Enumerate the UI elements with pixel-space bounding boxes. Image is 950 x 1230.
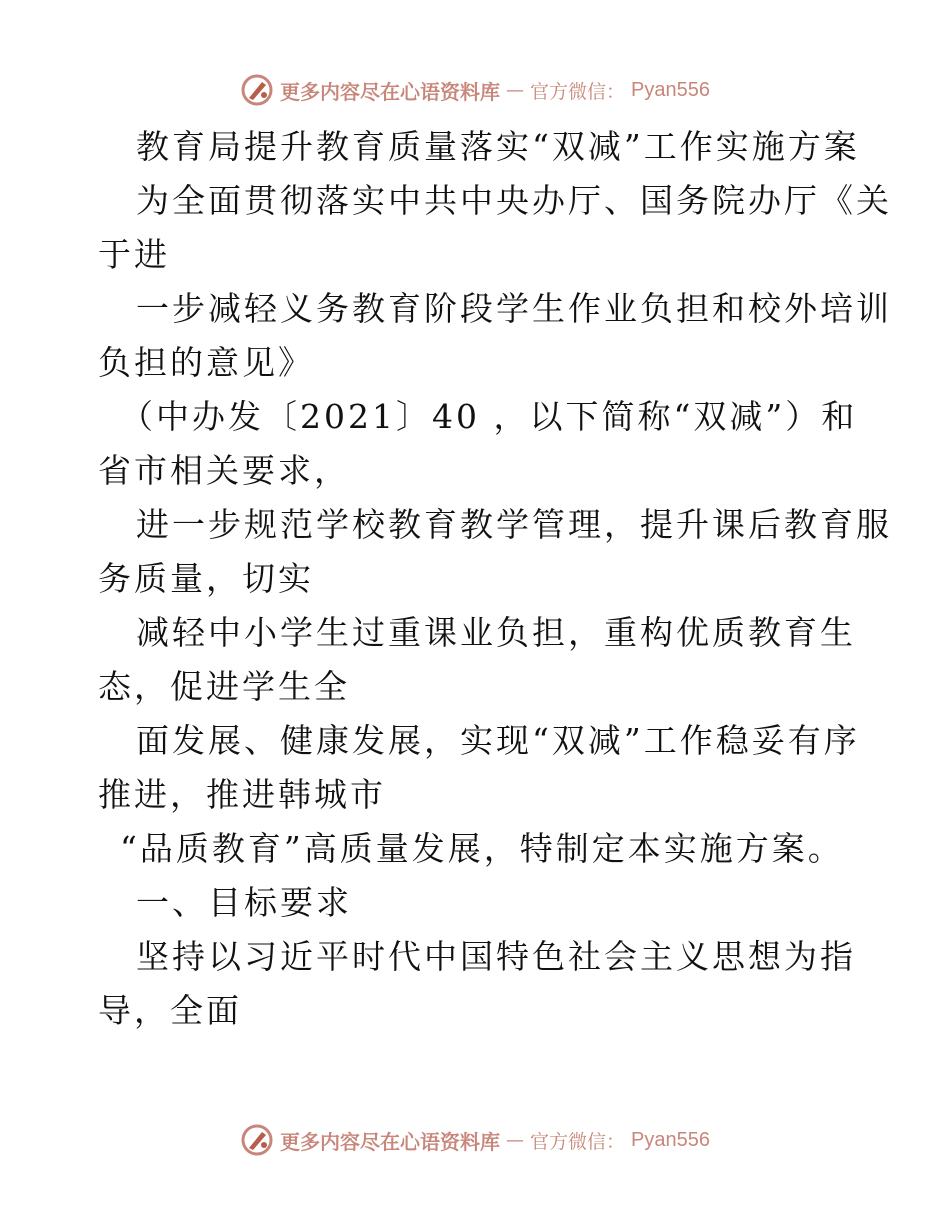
- paragraph-line: （中办发〔2021〕40 ，以下简称“双减”）和: [120, 397, 858, 436]
- watermark-wechat-label: 官方微信：: [530, 80, 626, 103]
- watermark-dash: —: [506, 1129, 524, 1151]
- paragraph-line: 面发展、健康发展，实现“双减”工作稳妥有序: [136, 721, 860, 760]
- paragraph-line: 为全面贯彻落实中共中央办厅、国务院办厅《关: [136, 181, 892, 220]
- document-title: 教育局提升教育质量落实“双减”工作实施方案: [136, 127, 860, 166]
- section-heading: 一、目标要求: [136, 883, 352, 922]
- paragraph-line: 于进: [98, 235, 170, 274]
- paragraph-line: 坚持以习近平时代中国特色社会主义思想为指: [136, 937, 856, 976]
- document-body: [98, 120, 892, 1038]
- quill-circle-icon: [240, 73, 274, 107]
- watermark-brand-text: 更多内容尽在心语资料库: [280, 1129, 500, 1154]
- paragraph-line: 导，全面: [98, 991, 242, 1030]
- paragraph-line: 推进，推进韩城市: [98, 775, 386, 814]
- paragraph-line: 减轻中小学生过重课业负担，重构优质教育生: [136, 613, 856, 652]
- paragraph-line: 省市相关要求，: [98, 451, 350, 490]
- paragraph-line: 务质量，切实: [98, 559, 314, 598]
- watermark-wechat-id: Pyan556: [631, 78, 710, 101]
- watermark-wechat-label: 官方微信：: [530, 1130, 626, 1153]
- paragraph-line: “品质教育”高质量发展，特制定本实施方案。: [120, 829, 844, 868]
- paragraph-line: 进一步规范学校教育教学管理，提升课后教育服: [136, 505, 892, 544]
- footer-watermark: [0, 1120, 950, 1160]
- paragraph-line: 一步减轻义务教育阶段学生作业负担和校外培训: [136, 289, 892, 328]
- watermark-wechat-id: Pyan556: [631, 1128, 710, 1151]
- header-watermark: [0, 70, 950, 110]
- paragraph-line: 负担的意见》: [98, 343, 314, 382]
- paragraph-line: 态，促进学生全: [98, 667, 350, 706]
- watermark-dash: —: [506, 79, 524, 101]
- watermark-brand-text: 更多内容尽在心语资料库: [280, 79, 500, 104]
- quill-circle-icon: [240, 1123, 274, 1157]
